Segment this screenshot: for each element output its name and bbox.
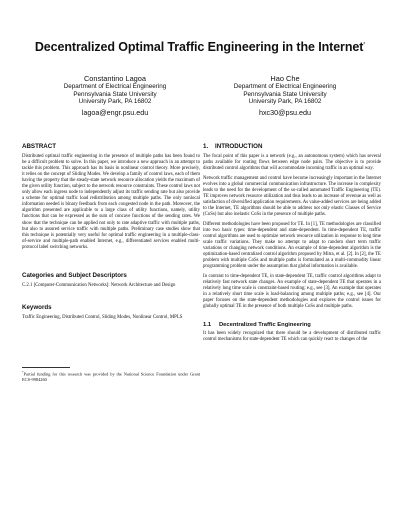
categories-text: C.2.1 [Computer-Communication Networks]: Network Architecture and Design (22, 282, 176, 288)
footnote-rule (22, 367, 70, 368)
author-university: Pennsylvania State University (243, 90, 327, 98)
footnote (22, 370, 200, 382)
keywords-heading: Keywords (22, 304, 52, 312)
categories-heading: Categories and Subject Descriptors (22, 271, 127, 279)
author-city: University Park, PA 16802 (248, 98, 322, 106)
subsection-heading (203, 321, 381, 329)
abstract-heading: ABSTRACT (22, 143, 57, 150)
subsection-number: 1.1 (203, 322, 212, 329)
author-department: Department of Electrical Engineering (63, 83, 167, 90)
author-city: University Park, PA 16802 (78, 98, 152, 106)
intro-paragraph: Network traffic management and control have become increasingly important in the Internet evolves into a global commercial communication infrastructure. The increase in complexity leads to the need for the development of the so-called automated Traffic Engineering (TE). TE improves network resource utilization and thus leads to an increase of revenue as well as satisfaction of diversified application requirements. As value-added services are being added to the Internet, TE algorithms should be able to address not only elastic Classes of Service (CoSs) but also inelastic CoSs in the presence of multiple paths. (203, 175, 381, 218)
subsection-title: Decentralized Traffic Engineering (219, 322, 311, 329)
abstract-text: Distributed optimal traffic engineering in the presence of multiple paths has been found to be a difficult problem to solve. In this paper, we introduce a new approach in an attempt to tackle this problem. This approach has its basis in nonlinear control theory. More precisely, it relies on the concept of Sliding Modes. We develop a family of control laws, each of them having the property that the steady-state network resource allocation yields the maximum of the given utility function, subject to the network resource constraints. These control laws not only allow each ingress node to independently adjust its traffic sending rate but also provide a scheme for optimal traffic load redistribution among multiple paths. The only nonlocal information needed is binary feedback from each congested node in the path. Moreover, the algorithm presented are applicable to a large class of utility functions, namely, utility functions that can be expressed as the sum of concave functions of the sending rates. We show that the technique can be applied not only to rate adaptive traffic with multiple paths, but also to assured service traffic with multiple paths. Preliminary case studies show that this technique is potentially very useful for optimal traffic engineering in a multiple-class-of-service and multiple-path enabled Internet, e.g., differentiated services enabled multi-protocol label switching networks. (22, 154, 200, 250)
author-department: Department of Electrical Engineering (233, 83, 337, 90)
intro-paragraph: Different methodologies have been proposed for TE. In [1], TE methodologies are classified into two basic types: time-dependent and state-dependent. In time-dependent TE, traffic control algorithms are used to optimize network resource utilization in response to long time scale traffic variations. They make no attempt to adapt to random short term traffic variations or changing network conditions. An example of time-dependent algorithm is the optimization-based centralized control algorithm proposed by Mitra, et al. [2]. In [2], the TE problem with multiple CoSs and multiple paths is formulated as a multi-commodity linear programming problem under the assumption that global information is available. (203, 222, 381, 270)
left-column (22, 143, 200, 382)
subsection-text: It has been widely recognized that there should be a development of distributed traffic control mechanisms for state-dependent TE which can quickly react to changes of the (203, 331, 381, 343)
author-name: Hao Che (270, 74, 300, 83)
keywords-text: Traffic Engineering, Distributed Control, Sliding Modes, Nonlinear Control, MPLS (22, 315, 183, 321)
footnote-text: Partial funding for this research was provided by the National Science Foundation under Grant ECS-9984260 (22, 371, 200, 382)
section-title: INTRODUCTION (215, 143, 263, 150)
author-email: hxc30@psu.edu (258, 107, 312, 117)
author-email: lagoa@engr.psu.edu (81, 107, 149, 117)
intro-paragraph: The focal point of this paper is a network (e.g., an autonomous system) which has several paths available for routing flows between edge node pairs. The objective is to provide distributed control algorithms that will accommodate incoming traffic in an optimal way. (203, 154, 381, 172)
paper-title (0, 40, 400, 54)
right-column (203, 143, 381, 343)
section-number: 1. (203, 143, 209, 150)
title-footnote-mark: * (363, 41, 366, 48)
author-block-2 (195, 74, 375, 117)
footnote-mark: * (22, 370, 24, 375)
author-name: Constantino Lagoa (83, 74, 147, 83)
intro-paragraph: In contrast to time-dependent TE, in state-dependent TE, traffic control algorithms adapt to relatively fast network state changes. An example of state-dependent TE that operates in a relatively long time scale is constraint-based routing; e.g., see [3]. An example that operates in a relatively short time scale is load-balancing among multiple paths; e.g., see [4]. Our paper focuses on the state-dependent methodologies and explores the control issues for globally optimal TE in the presence of both multiple CoSs and multiple paths. (203, 274, 381, 310)
author-block-1 (25, 74, 205, 117)
introduction-heading (203, 143, 381, 151)
author-university: Pennsylvania State University (73, 90, 157, 98)
title-text: Decentralized Optimal Traffic Engineering in the Internet (34, 40, 364, 54)
